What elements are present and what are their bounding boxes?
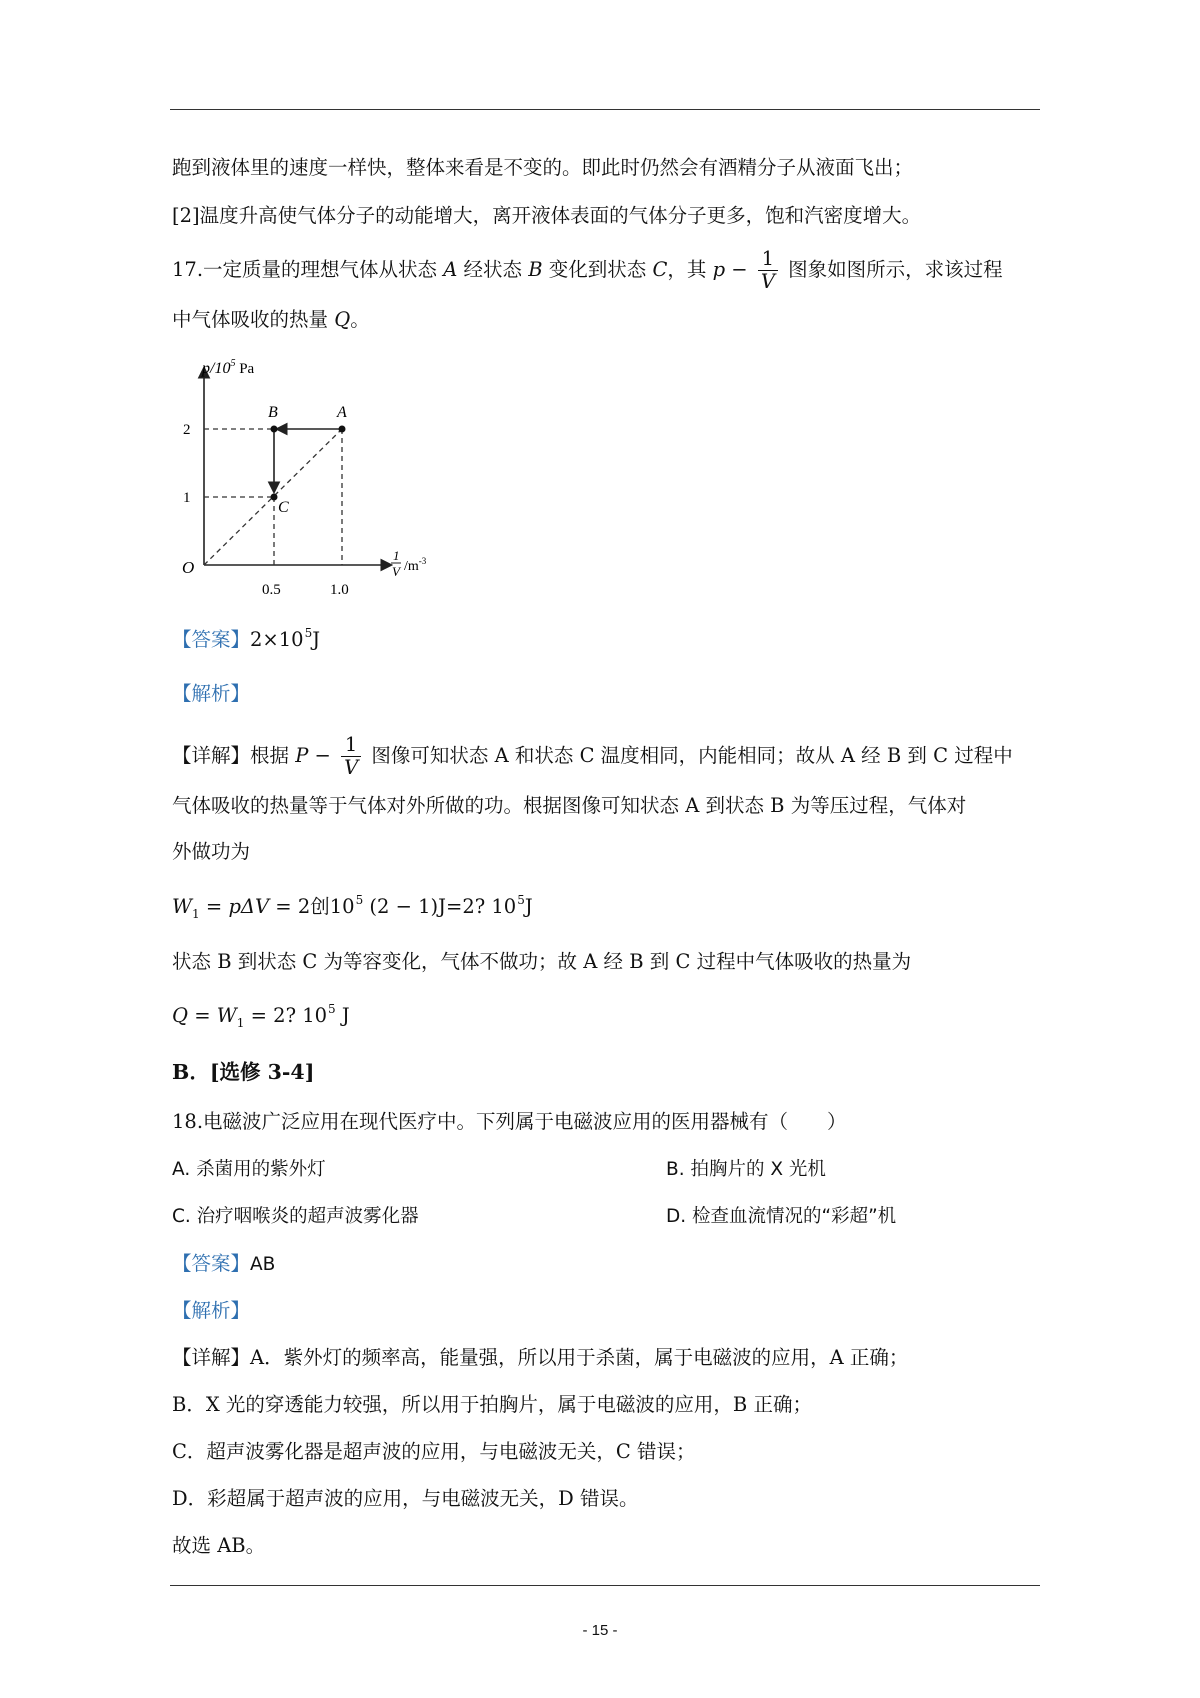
superscript: 5 [328, 1002, 336, 1016]
question-18: 18.电磁波广泛应用在现代医疗中。下列属于电磁波应用的医用器械有（ ） [172, 1110, 847, 1133]
frac-num: 1 [758, 248, 778, 271]
detail-text: A．紫外灯的频率高，能量强，所以用于杀菌，属于电磁波的应用，A 正确； [250, 1346, 909, 1369]
answer-value: 2×10 [250, 628, 304, 651]
fraction-1-over-v [758, 248, 778, 293]
eq-text: = 2? 10 [244, 1004, 328, 1027]
eq-text: (2 − 1)J=2? 10 [363, 895, 517, 918]
minus: − [308, 744, 338, 767]
detail-18-d: D．彩超属于超声波的应用，与电磁波无关，D 错误。 [172, 1487, 639, 1510]
point-a [339, 426, 346, 433]
option-d: D. 检查血流情况的“彩超”机 [666, 1206, 897, 1227]
answer-17 [172, 626, 320, 656]
question-17-line2 [172, 306, 370, 334]
fraction-1-over-v [341, 734, 361, 779]
detail-18-conclusion: 故选 AB。 [172, 1534, 266, 1557]
var-q: Q [172, 1004, 188, 1027]
detail-tag: 【详解】 [172, 1346, 251, 1369]
answer-unit: J [312, 628, 321, 651]
var-w: W [216, 1004, 237, 1027]
eq-text: J [524, 895, 533, 918]
q17-text: 中气体吸收的热量 [172, 308, 335, 331]
option-c: C. 治疗咽喉炎的超声波雾化器 [172, 1206, 419, 1227]
option-b: B. 拍胸片的 X 光机 [666, 1159, 826, 1180]
eq-text: = [188, 1004, 217, 1027]
detail-tag: 【详解】 [172, 744, 251, 767]
answer-value: AB [250, 1254, 276, 1275]
text-line: 跑到液体里的速度一样快，整体来看是不变的。即此时仍然会有酒精分子从液面飞出； [172, 156, 914, 179]
eq-text: = 2创10 [269, 895, 355, 918]
answer-tag: 【答案】 [172, 628, 251, 651]
section-b-heading: B．[选修 3-4] [172, 1060, 315, 1084]
answer-18 [172, 1250, 275, 1279]
var-p: p [228, 895, 241, 918]
detail-text: 根据 [250, 744, 296, 767]
frac-den: V [760, 270, 775, 293]
detail-17-line2: 气体吸收的热量等于气体对外所做的功。根据图像可知状态 A 到状态 B 为等压过程，气体对 [172, 794, 967, 817]
x-axis-label-num: 1 [393, 548, 400, 563]
var-p: p [712, 258, 726, 281]
q17-text: 。 [350, 308, 370, 331]
detail-text: 图像可知状态 A 和状态 C 温度相同，内能相同；故从 A 经 B 到 C 过程中 [365, 744, 1013, 767]
point-b [271, 426, 278, 433]
x-tick-1-0: 1.0 [330, 582, 349, 598]
header-rule [170, 109, 1040, 110]
frac-den: V [344, 756, 359, 779]
state-b: B [528, 258, 543, 281]
detail-18-a [172, 1344, 908, 1372]
y-tick-1: 1 [183, 490, 191, 506]
detail-17 [172, 734, 1013, 779]
x-axis-unit: $/m^{-3}$ [404, 556, 427, 574]
var-q: Q [334, 308, 351, 331]
eq-text: = [199, 895, 229, 918]
subscript: 1 [192, 907, 200, 921]
y-axis-label: $p/10^5$ Pa [202, 358, 255, 377]
state-b-to-c-line: 状态 B 到状态 C 为等容变化，气体不做功；故 A 经 B 到 C 过程中气体吸收的热量为 [172, 950, 912, 973]
superscript: 5 [517, 893, 525, 907]
analysis-tag-18: 【解析】 [172, 1299, 251, 1322]
equation-heat [172, 1002, 350, 1032]
frac-num: 1 [341, 734, 361, 757]
footer-rule [170, 1585, 1040, 1586]
x-tick-0-5: 0.5 [262, 582, 281, 598]
q17-text: 变化到状态 [542, 258, 653, 281]
analysis-tag-17: 【解析】 [172, 682, 251, 705]
q17-text: ，其 [667, 258, 713, 281]
p-inv-v-graph [170, 355, 460, 605]
q17-text: 经状态 [457, 258, 529, 281]
q17-text: 17.一定质量的理想气体从状态 [172, 258, 444, 281]
question-17 [172, 248, 1003, 293]
origin-label: O [182, 558, 195, 577]
superscript: 5 [355, 893, 364, 907]
page-number: - 15 - [582, 1622, 618, 1639]
y-tick-2: 2 [183, 422, 191, 438]
q17-text: 图象如图所示，求该过程 [781, 258, 1003, 281]
point-b-label: B [268, 404, 278, 421]
minus: − [725, 258, 754, 281]
eq-text: J [335, 1004, 350, 1027]
point-a-label: A [337, 404, 347, 421]
point-c-label: C [278, 499, 289, 516]
state-c: C [652, 258, 668, 281]
var-w: W [172, 895, 193, 918]
point-c [271, 494, 278, 501]
state-a: A [443, 258, 458, 281]
var-delta-v: ΔV [240, 895, 270, 918]
text-line: [2]温度升高使气体分子的动能增大，离开液体表面的气体分子更多，饱和汽密度增大。 [172, 204, 922, 227]
answer-exp: 5 [304, 626, 313, 640]
detail-17-line3: 外做功为 [172, 840, 251, 863]
equation-work [172, 893, 533, 923]
answer-tag: 【答案】 [172, 1252, 251, 1275]
detail-18-b: B．X 光的穿透能力较强，所以用于拍胸片，属于电磁波的应用，B 正确； [172, 1393, 812, 1416]
subscript: 1 [236, 1016, 245, 1030]
option-a: A. 杀菌用的紫外灯 [172, 1159, 326, 1180]
detail-18-c: C．超声波雾化器是超声波的应用，与电磁波无关，C 错误； [172, 1440, 696, 1463]
var-p: P [295, 744, 309, 767]
x-axis-label-den: V [392, 564, 400, 579]
